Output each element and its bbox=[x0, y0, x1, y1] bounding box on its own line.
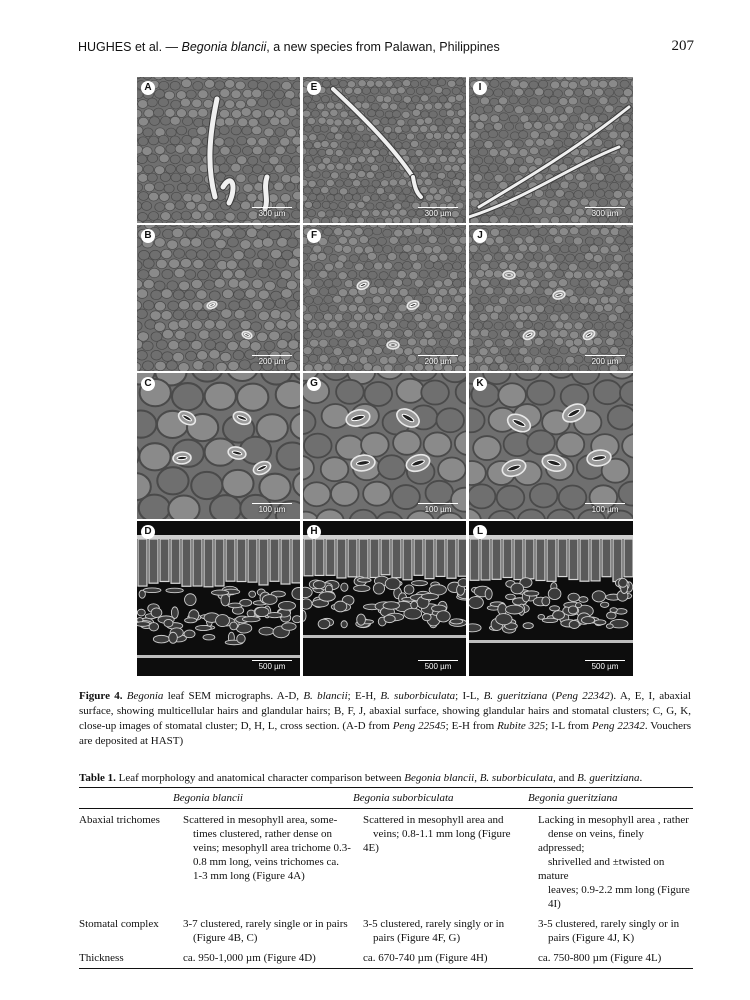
header-cell-blank bbox=[79, 788, 173, 809]
cell-line: Scattered in mesophyll area, some- bbox=[183, 814, 338, 826]
cell-line: 0.8 mm long, veins trichomes ca. bbox=[193, 856, 340, 868]
figure-caption bbox=[79, 689, 691, 749]
scale-bar bbox=[252, 207, 292, 219]
header-cell-blancii: Begonia blancii bbox=[173, 788, 353, 809]
header-cell-gueritziana: Begonia gueritziana bbox=[528, 788, 693, 809]
caption-segment: Peng 22545 bbox=[392, 720, 446, 732]
scale-bar bbox=[418, 660, 458, 672]
scale-bar-line bbox=[252, 503, 292, 505]
sem-micrograph-image bbox=[469, 521, 633, 676]
scale-bar-line bbox=[585, 503, 625, 505]
caption-segment: ). A, E, I, abaxial surface, showing multicellular hairs and glandular hairs; B, F, J, abaxial surface, showing glandular hairs and stomatal clusters; C, G, K, close-up images of stomatal cluster; D, H, L, cross section. (A-D from bbox=[79, 690, 691, 732]
cell-text bbox=[173, 951, 351, 965]
sem-micrograph-image bbox=[303, 225, 466, 371]
panel-letter: D bbox=[141, 525, 155, 539]
cell-line: 4I) bbox=[548, 898, 561, 910]
sem-micrograph-image bbox=[303, 77, 466, 223]
cell-line: Scattered in mesophyll area and bbox=[363, 814, 504, 826]
scale-bar-label: 500 µm bbox=[258, 662, 286, 671]
sem-micrograph-image bbox=[137, 225, 300, 371]
cell-text bbox=[173, 917, 351, 945]
header-species: Begonia blancii bbox=[181, 40, 267, 54]
cell-line: dense on veins, finely adpressed; bbox=[538, 828, 644, 854]
cell-line: 1-3 mm long (Figure 4A) bbox=[193, 870, 305, 882]
panel-letter: K bbox=[473, 377, 487, 391]
sem-panel-a bbox=[137, 77, 300, 223]
sem-panel-g bbox=[303, 373, 466, 519]
table-cell bbox=[528, 809, 693, 914]
caption-segment: Peng 22342 bbox=[555, 690, 610, 702]
panel-letter: B bbox=[141, 229, 155, 243]
sem-panel-e bbox=[303, 77, 466, 223]
cell-line: Lacking in mesophyll area , rather bbox=[538, 814, 689, 826]
cell-line: ca. 950-1,000 µm (Figure 4D) bbox=[183, 952, 316, 964]
scale-bar-label: 200 µm bbox=[591, 357, 619, 366]
cell-line: pairs (Figure 4J, K) bbox=[548, 932, 635, 944]
sem-panel-j bbox=[469, 225, 633, 371]
cell-line: 3-5 clustered, rarely singly or in bbox=[363, 918, 505, 930]
table-title-segment: . bbox=[639, 772, 643, 784]
panel-letter: E bbox=[307, 81, 321, 95]
scale-bar-line bbox=[418, 503, 458, 505]
sem-figure-grid bbox=[137, 77, 633, 676]
scale-bar-line bbox=[585, 207, 625, 209]
panel-letter: C bbox=[141, 377, 155, 391]
cell-text bbox=[528, 917, 691, 945]
table-row bbox=[79, 947, 693, 969]
scale-bar-label: 200 µm bbox=[424, 357, 452, 366]
caption-segment: Peng 22342 bbox=[591, 720, 645, 732]
caption-segment: ; E-H from bbox=[445, 720, 498, 732]
scale-bar-line bbox=[252, 660, 292, 662]
caption-segment: ; E-H, bbox=[347, 690, 381, 702]
caption-segment: . Vouchers are deposited at HAST) bbox=[79, 720, 692, 747]
scale-bar-label: 300 µm bbox=[591, 209, 619, 218]
caption-segment: B. suborbiculata bbox=[380, 690, 456, 702]
scale-bar bbox=[585, 503, 625, 515]
caption-segment: ; I-L from bbox=[545, 720, 592, 732]
table-cell bbox=[353, 809, 528, 914]
scale-bar-line bbox=[252, 207, 292, 209]
table-title-segment: , and bbox=[553, 772, 578, 784]
sem-micrograph-image bbox=[303, 521, 466, 676]
scale-bar bbox=[252, 660, 292, 672]
cell-line: veins; 0.8-1.1 mm long (Figure 4E) bbox=[363, 828, 511, 854]
caption-segment: B. blancii bbox=[303, 690, 348, 702]
panel-letter: L bbox=[473, 525, 487, 539]
cell-line: leaves; 0.9-2.2 mm long (Figure bbox=[548, 884, 690, 896]
sem-panel-c bbox=[137, 373, 300, 519]
table-title-segment: Begonia blancii bbox=[404, 772, 475, 784]
cell-line: ca. 750-800 µm (Figure 4L) bbox=[538, 952, 662, 964]
panel-letter: G bbox=[307, 377, 321, 391]
cell-line: (Figure 4B, C) bbox=[193, 932, 258, 944]
caption-segment: ( bbox=[547, 690, 556, 702]
table-title-segment: Leaf morphology and anatomical character comparison between bbox=[115, 772, 405, 784]
sem-micrograph-image bbox=[137, 373, 300, 519]
scale-bar-label: 500 µm bbox=[591, 662, 619, 671]
page-number: 207 bbox=[671, 38, 694, 54]
caption-segment: Begonia bbox=[126, 690, 164, 702]
caption-segment: Rubite 325 bbox=[497, 720, 546, 732]
table-row bbox=[79, 913, 693, 947]
scale-bar bbox=[252, 355, 292, 367]
sem-micrograph-image bbox=[137, 521, 300, 676]
caption-segment: leaf SEM micrographs. A-D, bbox=[163, 690, 304, 702]
scale-bar-line bbox=[418, 207, 458, 209]
caption-segment: ; I-L, bbox=[455, 690, 484, 702]
sem-micrograph-image bbox=[137, 77, 300, 223]
header-authors: HUGHES et al. — bbox=[78, 40, 182, 54]
comparison-table bbox=[79, 787, 693, 969]
sem-panel-f bbox=[303, 225, 466, 371]
cell-text bbox=[353, 917, 526, 945]
table-cell bbox=[173, 913, 353, 947]
scale-bar-line bbox=[418, 660, 458, 662]
table-cell bbox=[353, 947, 528, 969]
table-cell bbox=[173, 947, 353, 969]
scale-bar-line bbox=[585, 355, 625, 357]
table-title-segment: , bbox=[474, 772, 480, 784]
cell-line: 3-5 clustered, rarely singly or in bbox=[538, 918, 680, 930]
sem-panel-k bbox=[469, 373, 633, 519]
scale-bar bbox=[585, 355, 625, 367]
cell-line: ca. 670-740 µm (Figure 4H) bbox=[363, 952, 488, 964]
table-title bbox=[79, 772, 699, 784]
panel-letter: F bbox=[307, 229, 321, 243]
table-title-segment: Table 1. bbox=[79, 772, 116, 784]
table-title-segment: B. suborbiculata bbox=[479, 772, 554, 784]
sem-panel-i bbox=[469, 77, 633, 223]
cell-text bbox=[528, 813, 691, 911]
scale-bar-line bbox=[252, 355, 292, 357]
cell-line: veins; mesophyll area trichome 0.3- bbox=[193, 842, 351, 854]
sem-panel-b bbox=[137, 225, 300, 371]
scale-bar bbox=[252, 503, 292, 515]
scale-bar-label: 100 µm bbox=[424, 505, 452, 514]
table-cell bbox=[173, 809, 353, 914]
table-title-segment: B. gueritziana bbox=[577, 772, 640, 784]
scale-bar bbox=[585, 207, 625, 219]
cell-text bbox=[353, 951, 526, 965]
caption-segment: B. gueritziana bbox=[483, 690, 548, 702]
scale-bar-line bbox=[585, 660, 625, 662]
scale-bar-label: 500 µm bbox=[424, 662, 452, 671]
table-cell bbox=[528, 947, 693, 969]
header-title-rest: , a new species from Palawan, Philippines bbox=[266, 40, 500, 54]
panel-letter: J bbox=[473, 229, 487, 243]
table-cell bbox=[528, 913, 693, 947]
scale-bar bbox=[418, 207, 458, 219]
sem-panel-l bbox=[469, 521, 633, 676]
scale-bar bbox=[585, 660, 625, 672]
cell-line: 3-7 clustered, rarely single or in pairs bbox=[183, 918, 348, 930]
table-header-row bbox=[79, 788, 693, 809]
scale-bar-label: 100 µm bbox=[258, 505, 286, 514]
panel-letter: I bbox=[473, 81, 487, 95]
panel-letter: H bbox=[307, 525, 321, 539]
sem-panel-d bbox=[137, 521, 300, 676]
scale-bar-label: 300 µm bbox=[258, 209, 286, 218]
cell-line: pairs (Figure 4F, G) bbox=[373, 932, 461, 944]
scale-bar-line bbox=[418, 355, 458, 357]
sem-panel-h bbox=[303, 521, 466, 676]
cell-line: times clustered, rather dense on bbox=[193, 828, 332, 840]
caption-label: Figure 4. bbox=[79, 690, 123, 702]
cell-text bbox=[353, 813, 526, 855]
scale-bar-label: 100 µm bbox=[591, 505, 619, 514]
scale-bar-label: 200 µm bbox=[258, 357, 286, 366]
header-cell-suborbiculata: Begonia suborbiculata bbox=[353, 788, 528, 809]
panel-letter: A bbox=[141, 81, 155, 95]
scale-bar-label: 300 µm bbox=[424, 209, 452, 218]
sem-micrograph-image bbox=[469, 373, 633, 519]
table-row bbox=[79, 809, 693, 914]
cell-text bbox=[528, 951, 691, 965]
running-header bbox=[78, 40, 500, 54]
row-label: Stomatal complex bbox=[79, 918, 159, 930]
scale-bar bbox=[418, 503, 458, 515]
sem-micrograph-image bbox=[469, 225, 633, 371]
row-label: Thickness bbox=[79, 947, 173, 969]
cell-text bbox=[173, 813, 351, 883]
sem-micrograph-image bbox=[303, 373, 466, 519]
cell-line: shrivelled and ±twisted on mature bbox=[538, 856, 665, 882]
row-label: Abaxial trichomes bbox=[79, 814, 160, 826]
table-cell bbox=[353, 913, 528, 947]
scale-bar bbox=[418, 355, 458, 367]
sem-micrograph-image bbox=[469, 77, 633, 223]
